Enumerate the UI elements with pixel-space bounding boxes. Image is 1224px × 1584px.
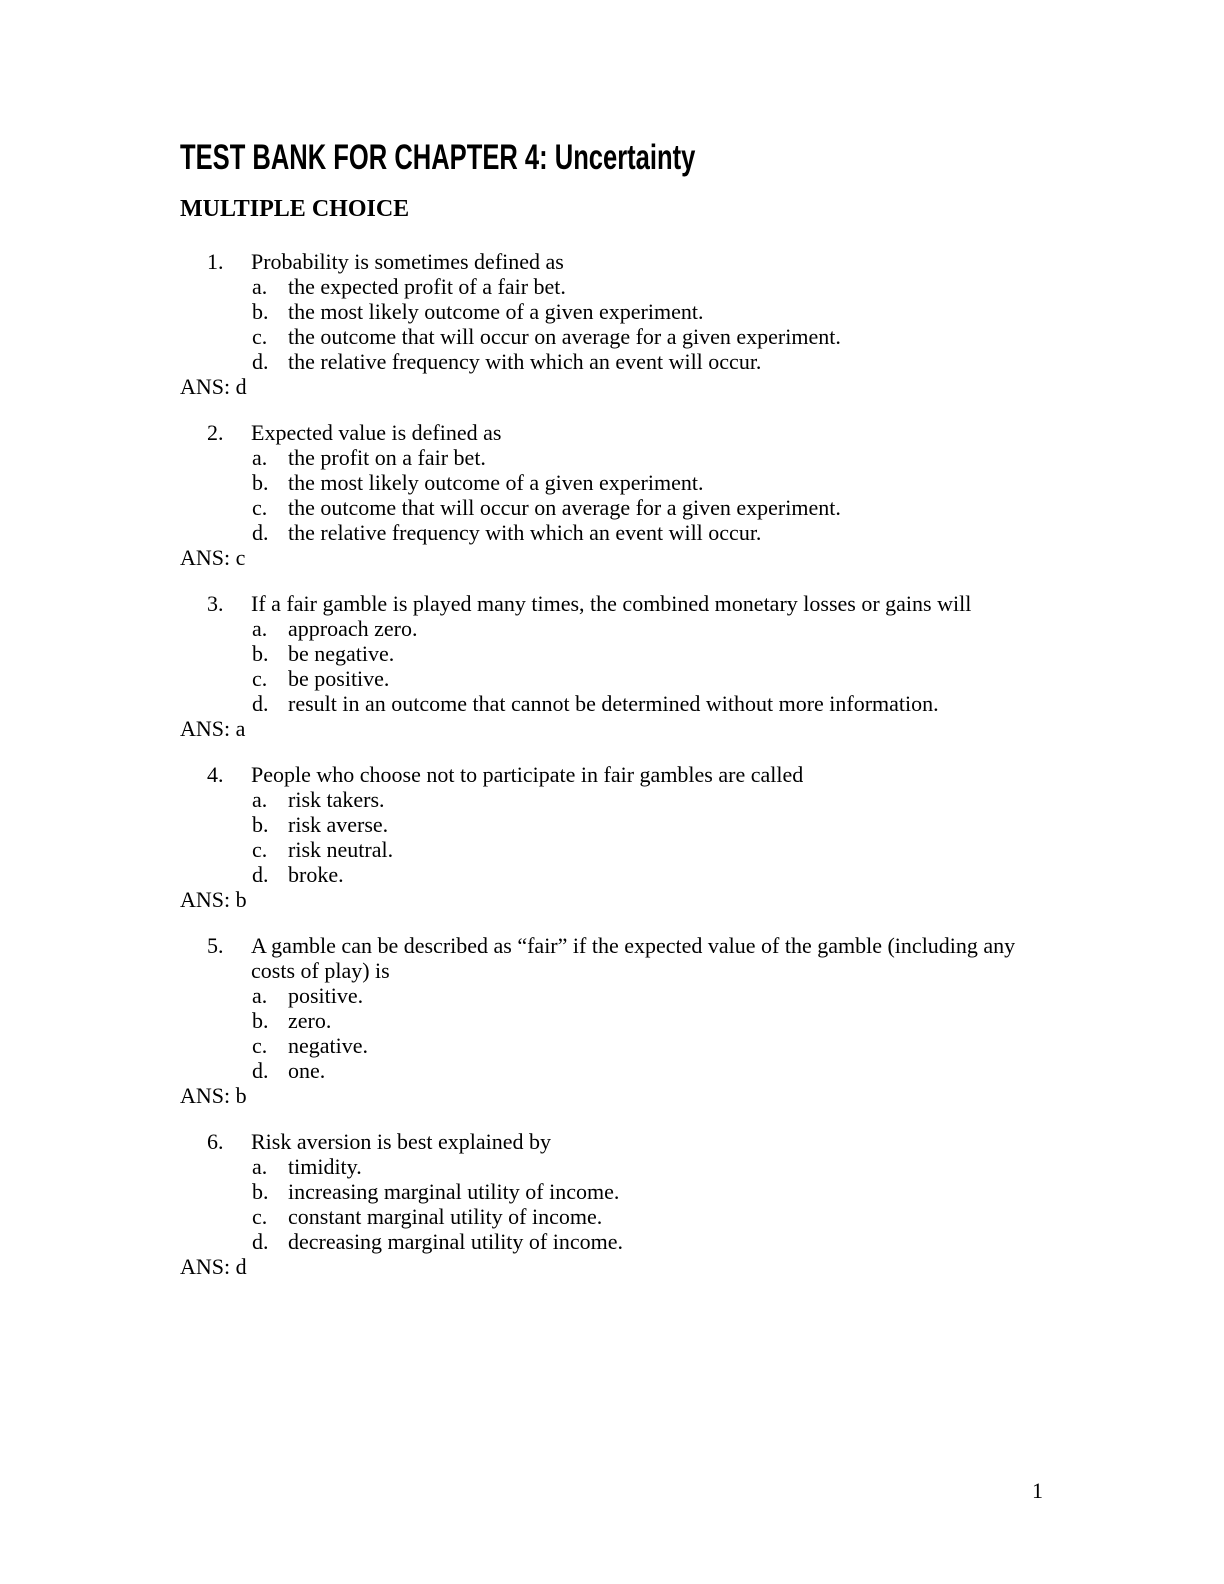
- option-letter: d.: [252, 520, 269, 545]
- option-item: [252, 1008, 1046, 1033]
- option-letter: b.: [252, 299, 269, 324]
- option-item: [252, 1058, 1046, 1083]
- option-letter: a.: [252, 1154, 268, 1179]
- page-title: TEST BANK FOR CHAPTER 4: Uncertainty: [180, 138, 696, 177]
- option-text: result in an outcome that cannot be determined without more information.: [288, 691, 939, 716]
- option-list: [180, 445, 1046, 545]
- question-line: [180, 933, 1046, 983]
- option-item: [252, 520, 1046, 545]
- option-text: the most likely outcome of a given experiment.: [288, 470, 704, 495]
- option-text: the relative frequency with which an event will occur.: [288, 349, 762, 374]
- option-text: increasing marginal utility of income.: [288, 1179, 620, 1204]
- option-list: [180, 616, 1046, 716]
- option-text: be positive.: [288, 666, 390, 691]
- option-letter: b.: [252, 1179, 269, 1204]
- option-text: risk averse.: [288, 812, 389, 837]
- option-text: positive.: [288, 983, 364, 1008]
- answer-line: ANS: a: [180, 716, 246, 741]
- question-number: 6.: [207, 1129, 224, 1154]
- option-text: the profit on a fair bet.: [288, 445, 486, 470]
- option-item: [252, 616, 1046, 641]
- option-text: broke.: [288, 862, 344, 887]
- option-text: risk takers.: [288, 787, 385, 812]
- option-letter: d.: [252, 862, 269, 887]
- option-letter: a.: [252, 274, 268, 299]
- option-item: [252, 299, 1046, 324]
- option-text: the outcome that will occur on average for a given experiment.: [288, 495, 841, 520]
- option-letter: a.: [252, 787, 268, 812]
- question-item: [180, 1129, 1046, 1279]
- option-letter: a.: [252, 983, 268, 1008]
- question-text: Probability is sometimes defined as: [251, 249, 564, 274]
- option-letter: b.: [252, 1008, 269, 1033]
- option-item: [252, 324, 1046, 349]
- answer-line: ANS: b: [180, 1083, 247, 1108]
- option-item: [252, 641, 1046, 666]
- option-letter: c.: [252, 666, 268, 691]
- option-text: timidity.: [288, 1154, 362, 1179]
- option-text: decreasing marginal utility of income.: [288, 1229, 623, 1254]
- option-letter: a.: [252, 616, 268, 641]
- option-letter: c.: [252, 837, 268, 862]
- option-letter: d.: [252, 1058, 269, 1083]
- question-number: 5.: [207, 933, 224, 958]
- question-text: Risk aversion is best explained by: [251, 1129, 552, 1154]
- option-letter: d.: [252, 691, 269, 716]
- question-number: 4.: [207, 762, 224, 787]
- option-list: [180, 274, 1046, 374]
- option-text: risk neutral.: [288, 837, 394, 862]
- option-text: one.: [288, 1058, 326, 1083]
- question-item: [180, 762, 1046, 912]
- question-number: 1.: [207, 249, 224, 274]
- option-item: [252, 812, 1046, 837]
- answer-line: ANS: c: [180, 545, 246, 570]
- option-letter: c.: [252, 495, 268, 520]
- option-letter: c.: [252, 1204, 268, 1229]
- option-item: [252, 349, 1046, 374]
- question-text: If a fair gamble is played many times, the combined monetary losses or gains will: [251, 591, 972, 616]
- option-item: [252, 1229, 1046, 1254]
- question-line: [180, 249, 1046, 274]
- answer-line: ANS: b: [180, 887, 247, 912]
- option-item: [252, 1204, 1046, 1229]
- option-list: [180, 787, 1046, 887]
- question-item: [180, 420, 1046, 570]
- option-letter: b.: [252, 641, 269, 666]
- section-heading: MULTIPLE CHOICE: [180, 196, 410, 222]
- option-text: approach zero.: [288, 616, 418, 641]
- option-text: zero.: [288, 1008, 332, 1033]
- question-number: 2.: [207, 420, 224, 445]
- option-item: [252, 787, 1046, 812]
- option-text: constant marginal utility of income.: [288, 1204, 603, 1229]
- option-text: be negative.: [288, 641, 395, 666]
- answer-line: ANS: d: [180, 1254, 247, 1279]
- question-item: [180, 933, 1046, 1108]
- option-item: [252, 862, 1046, 887]
- option-letter: d.: [252, 349, 269, 374]
- option-text: the expected profit of a fair bet.: [288, 274, 566, 299]
- option-item: [252, 983, 1046, 1008]
- question-line: [180, 591, 1046, 616]
- option-item: [252, 445, 1046, 470]
- question-line: [180, 1129, 1046, 1154]
- question-number: 3.: [207, 591, 224, 616]
- question-item: [180, 591, 1046, 741]
- question-text: People who choose not to participate in fair gambles are called: [251, 762, 804, 787]
- option-text: the outcome that will occur on average for a given experiment.: [288, 324, 841, 349]
- question-line: [180, 420, 1046, 445]
- option-letter: a.: [252, 445, 268, 470]
- option-letter: b.: [252, 470, 269, 495]
- option-text: the most likely outcome of a given experiment.: [288, 299, 704, 324]
- question-text: Expected value is defined as: [251, 420, 502, 445]
- option-item: [252, 1154, 1046, 1179]
- option-item: [252, 837, 1046, 862]
- option-letter: d.: [252, 1229, 269, 1254]
- option-item: [252, 495, 1046, 520]
- option-text: the relative frequency with which an event will occur.: [288, 520, 762, 545]
- question-text: A gamble can be described as “fair” if the expected value of the gamble (including any costs of play) is: [251, 933, 1016, 983]
- option-letter: c.: [252, 324, 268, 349]
- option-list: [180, 1154, 1046, 1254]
- option-list: [180, 983, 1046, 1083]
- option-item: [252, 1179, 1046, 1204]
- question-item: [180, 249, 1046, 399]
- option-item: [252, 274, 1046, 299]
- option-item: [252, 470, 1046, 495]
- option-item: [252, 1033, 1046, 1058]
- question-line: [180, 762, 1046, 787]
- answer-line: ANS: d: [180, 374, 247, 399]
- option-text: negative.: [288, 1033, 369, 1058]
- option-letter: c.: [252, 1033, 268, 1058]
- option-item: [252, 691, 1046, 716]
- page-number: 1: [1032, 1478, 1043, 1503]
- document-content: [180, 140, 1046, 1300]
- option-letter: b.: [252, 812, 269, 837]
- option-item: [252, 666, 1046, 691]
